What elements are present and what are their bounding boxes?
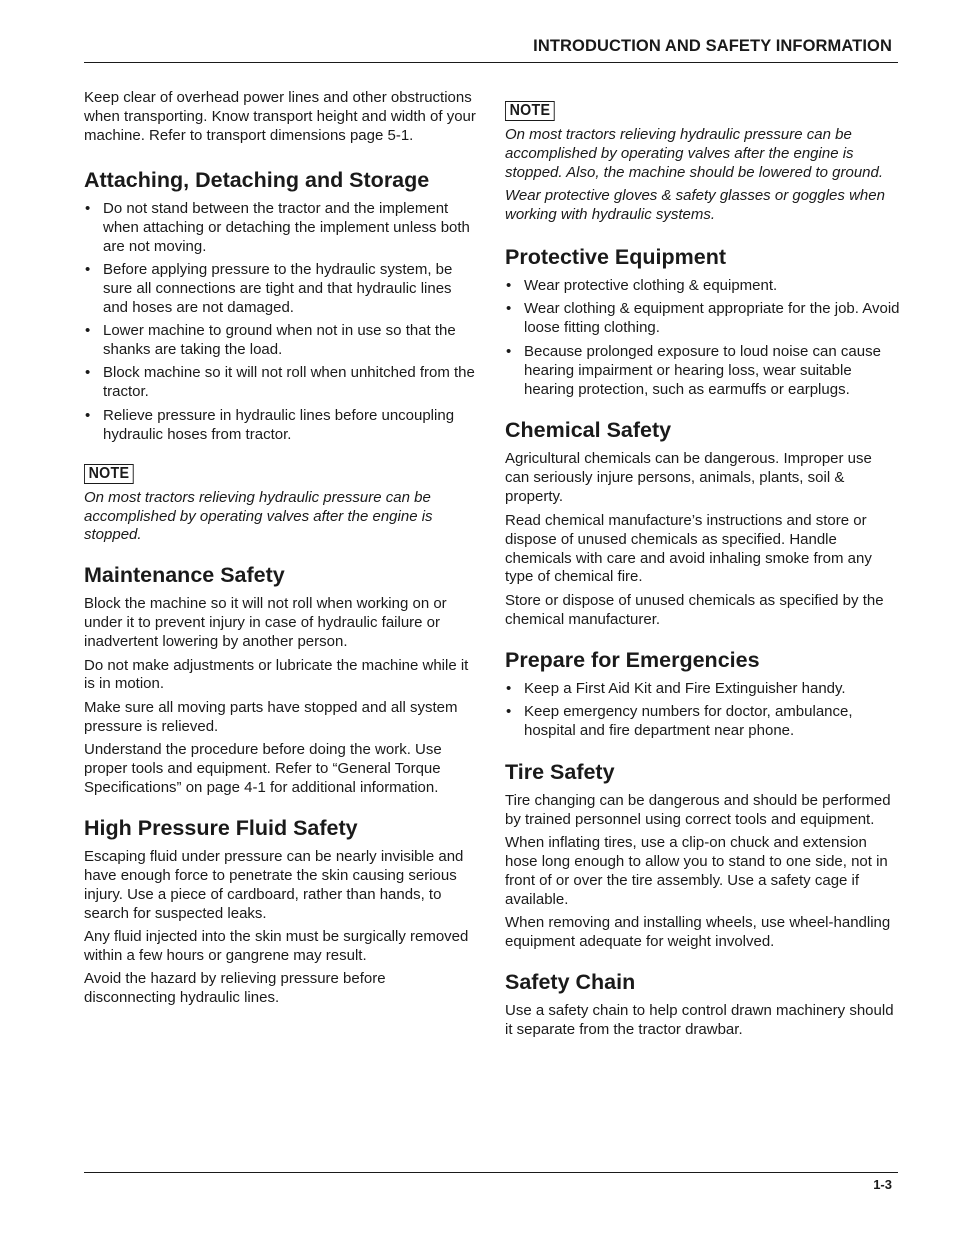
protective-bullet-list [505, 277, 900, 399]
chemical-paragraph: Store or dispose of unused chemicals as specified by the chemical manufacturer. [505, 591, 884, 628]
maintenance-paragraph: Block the machine so it will not roll when working on or under it to prevent injury in case of hydraulic failure or inadvertent lowering by another person. [84, 595, 447, 651]
tire-heading: Tire Safety [505, 759, 615, 784]
attaching-heading: Attaching, Detaching and Storage [84, 167, 430, 192]
note-body [84, 489, 476, 546]
maintenance-paragraph: Make sure all moving parts have stopped and all system pressure is relieved. [84, 698, 458, 735]
list-item: • Lower machine to ground when not in use so that the shanks are taking the load. [85, 322, 456, 359]
maintenance-heading: Maintenance Safety [84, 563, 285, 588]
list-item: • Relieve pressure in hydraulic lines before uncoupling hydraulic hoses from tractor. [85, 406, 455, 443]
emergencies-heading: Prepare for Emergencies [505, 647, 760, 672]
high-pressure-paragraph: Escaping fluid under pressure can be nearly invisible and have enough force to penetrate the skin causing serious injury. Use a piece of cardboard, rather than hands, to search for suspected leaks. [84, 847, 464, 922]
bullet-icon: • [506, 703, 512, 721]
safety-chain-paragraph: Use a safety chain to help control drawn machinery should it separate from the tractor drawbar. [505, 1002, 894, 1038]
note-box [84, 464, 476, 484]
chemical-heading: Chemical Safety [505, 418, 672, 443]
header-divider [84, 62, 898, 63]
footer-divider [84, 1172, 898, 1173]
note-text: On most tractors relieving hydraulic pressure can be accomplished by operating valves after the engine is stopped. Also, the machine should be lowered to ground. [505, 126, 884, 181]
list-item: • Keep emergency numbers for doctor, ambulance, hospital and fire department near phone. [506, 703, 853, 739]
bullet-icon: • [506, 300, 512, 318]
attaching-bullet-list [84, 200, 476, 445]
list-item: • Block machine so it will not roll when unhitched from the tractor. [85, 364, 475, 401]
safety-chain-heading: Safety Chain [505, 970, 636, 995]
list-item: • Keep a First Aid Kit and Fire Extinguisher handy. [506, 679, 846, 697]
chemical-paragraph: Agricultural chemicals can be dangerous. Improper use can seriously injure persons, animals, plants, soil & property. [505, 450, 872, 506]
page-number: 1-3 [873, 1177, 892, 1192]
protective-heading: Protective Equipment [505, 245, 727, 270]
high-pressure-paragraph: Any fluid injected into the skin must be surgically removed within a few hours or gangrene may result. [84, 928, 469, 964]
transport-intro-paragraph: Keep clear of overhead power lines and other obstructions when transporting. Know transport height and width of your machine. Refer to transport dimensions page 5-1. [84, 89, 476, 144]
running-header: INTRODUCTION AND SAFETY INFORMATION [533, 37, 892, 55]
list-item: • Because prolonged exposure to loud noise can cause hearing impairment or hearing loss, wear suitable hearing protection, such as earmuffs or earplugs. [506, 342, 881, 398]
note-text: Wear protective gloves & safety glasses or goggles when working with hydraulic systems. [505, 187, 885, 224]
bullet-icon: • [85, 364, 91, 382]
note-label: NOTE [84, 464, 134, 484]
note-box [505, 101, 900, 121]
high-pressure-paragraph: Avoid the hazard by relieving pressure before disconnecting hydraulic lines. [84, 970, 386, 1007]
left-column [84, 89, 476, 1013]
high-pressure-heading: High Pressure Fluid Safety [84, 815, 358, 840]
bullet-icon: • [85, 406, 91, 424]
tire-paragraph: When removing and installing wheels, use wheel-handling equipment adequate for weight involved. [505, 914, 891, 951]
bullet-icon: • [85, 199, 91, 217]
note-text: On most tractors relieving hydraulic pressure can be accomplished by operating valves after the engine is stopped. [84, 488, 433, 544]
bullet-icon: • [506, 277, 512, 295]
list-item: • Wear protective clothing & equipment. [506, 277, 778, 295]
tire-paragraph: Tire changing can be dangerous and should be performed by trained personnel using correct tools and equipment. [505, 791, 891, 828]
list-item: • Wear clothing & equipment appropriate for the job. Avoid loose fitting clothing. [506, 300, 900, 337]
note-label: NOTE [505, 101, 555, 121]
list-item: • Do not stand between the tractor and the implement when attaching or detaching the implement unless both are not moving. [85, 199, 470, 255]
bullet-icon: • [85, 260, 91, 278]
bullet-icon: • [85, 322, 91, 340]
bullet-icon: • [506, 679, 512, 697]
chemical-paragraph: Read chemical manufacture’s instructions and store or dispose of unused chemicals as specified. Handle chemicals with care and avoid inhaling smoke from any type of chemical fire. [505, 511, 872, 586]
tire-paragraph: When inflating tires, use a clip-on chuck and extension hose long enough to allow you to stand to one side, not in front of or over the tire assembly. Use a safety cage if available. [505, 834, 888, 908]
bullet-icon: • [506, 342, 512, 360]
list-item: • Before applying pressure to the hydraulic system, be sure all connections are tight and that hydraulic lines and hoses are not damaged. [85, 260, 453, 316]
emergencies-bullet-list [505, 680, 900, 741]
maintenance-paragraph: Understand the procedure before doing the work. Use proper tools and equipment. Refer to “General Torque Specifications” on page 4-1 for additional information. [84, 741, 442, 796]
maintenance-paragraph: Do not make adjustments or lubricate the machine while it is in motion. [84, 656, 469, 693]
right-column [505, 89, 900, 1044]
note-body [505, 126, 900, 225]
